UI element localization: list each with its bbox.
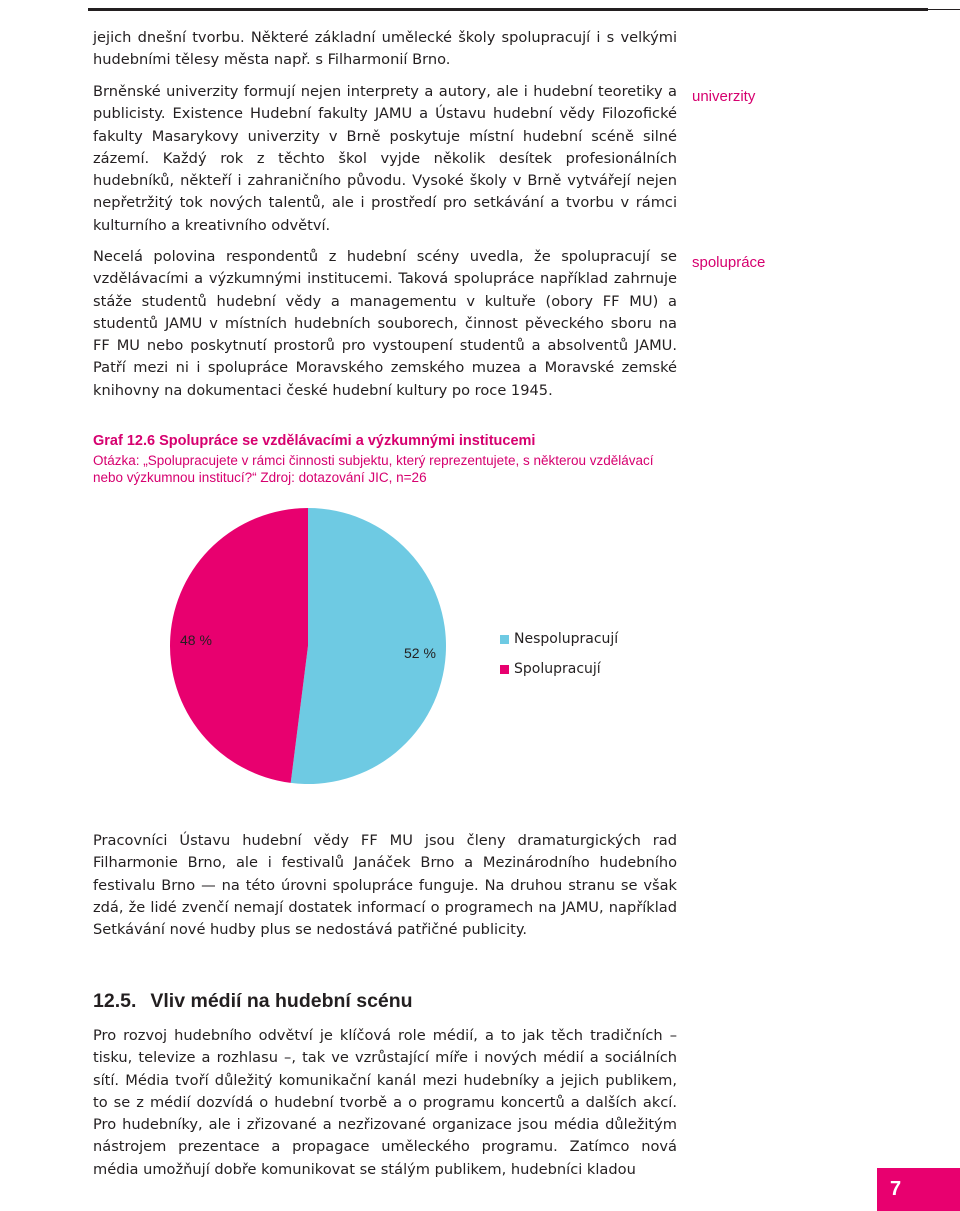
section-heading bbox=[93, 990, 413, 1013]
paragraph-4: Pracovníci Ústavu hudební vědy FF MU jsou členy dramaturgických rad Filharmonie Brno, ale i festivalů Janáček Brno a Mezinárodního hudebního festivalu Brno — na této úrovni spolupráce funguje. Na druhou stranu se však zdá, že lidé zvenčí nemají dostatek informací o programech na JAMU, například Setkávání nové hudby plus se nedostává patřičné publicity. bbox=[93, 832, 677, 939]
paragraph-3: Necelá polovina respondentů z hudební scény uvedla, že spolupracují se vzdělávacími a výzkumnými institucemi. Taková spolupráce například zahrnuje stáže studentů hudební vědy a managementu v kultuře (obory FF MU) a studentů JAMU v místních hudebních souborech, činnost pěveckého sboru na FF MU nebo poskytnutí prostorů pro vystoupení studentů a absolventů JAMU. Patří mezi ni i spolupráce Moravského zemského muzea a Moravské zemské knihovny na dokumentaci české hudební kultury po roce 1945. bbox=[93, 248, 677, 399]
legend-label-nespolupracuji: Nespolupracují bbox=[514, 631, 619, 647]
legend-item-spolupracuji bbox=[500, 654, 618, 684]
margin-note-univerzity: univerzity bbox=[692, 88, 756, 105]
legend-swatch-nespolupracuji bbox=[500, 635, 509, 644]
legend-item-nespolupracuji bbox=[500, 624, 618, 654]
pie-label-spolupracuji: 48 % bbox=[180, 632, 212, 648]
graf-title: Graf 12.6 Spolupráce se vzdělávacími a výzkumnými institucemi bbox=[93, 433, 536, 449]
legend-label-spolupracuji: Spolupracují bbox=[514, 661, 601, 677]
margin-note-spoluprace: spolupráce bbox=[692, 254, 766, 271]
section-title: Vliv médií na hudební scénu bbox=[150, 990, 413, 1012]
graf-question-text: Otázka: „Spolupracujete v rámci činnosti subjektu, který reprezentujete, s některou vzdělávací nebo výzkumnou institucí?“ bbox=[93, 453, 654, 485]
graf-source: Zdroj: dotazování JIC, n=26 bbox=[260, 470, 427, 485]
pie-label-nespolupracuji: 52 % bbox=[404, 645, 436, 661]
section-number: 12.5. bbox=[93, 990, 137, 1012]
top-rule-thin bbox=[560, 9, 960, 10]
paragraph-1: jejich dnešní tvorbu. Některé základní umělecké školy spolupracují i s velkými hudebními tělesy města např. s Filharmonií Brno. bbox=[93, 29, 677, 69]
chart-legend bbox=[500, 624, 618, 684]
graf-question bbox=[93, 452, 673, 486]
page-number: 7 bbox=[877, 1168, 960, 1211]
legend-swatch-spolupracuji bbox=[500, 665, 509, 674]
paragraph-2: Brněnské univerzity formují nejen interprety a autory, ale i hudební teoretiky a publicisty. Existence Hudební fakulty JAMU a Ústavu hudební vědy Filozofické fakulty Masarykovy univerzity v Brně poskytuje místní hudební scéně silné zázemí. Každý rok z těchto škol vyjde několik desítek profesionálních hudebníků, někteří i zahraničního původu. Vysoké školy v Brně vytvářejí nejen nepřetržitý tok nových talentů, ale i prostředí pro setkávání a tvorbu v rámci kulturního a kreativního odvětví. bbox=[93, 83, 677, 234]
pie-chart bbox=[160, 500, 460, 790]
paragraph-5: Pro rozvoj hudebního odvětví je klíčová role médií, a to jak těch tradičních – tisku, televize a rozhlasu –, tak ve vzrůstající míře i nových médií a sociálních sítí. Média tvoří důležitý komunikační kanál mezi hudebníky a jejich publikem, to se z médií dozvídá o hudební tvorbě a o programu koncertů a dalších akcí. Pro hudebníky, ale i zřizované a nezřizované organizace jsou média důležitým nástrojem prezentace a propagace uměleckého programu. Zatímco nová média umožňují dobře komunikovat se stálým publikem, hudebníci kladou bbox=[93, 1027, 677, 1178]
